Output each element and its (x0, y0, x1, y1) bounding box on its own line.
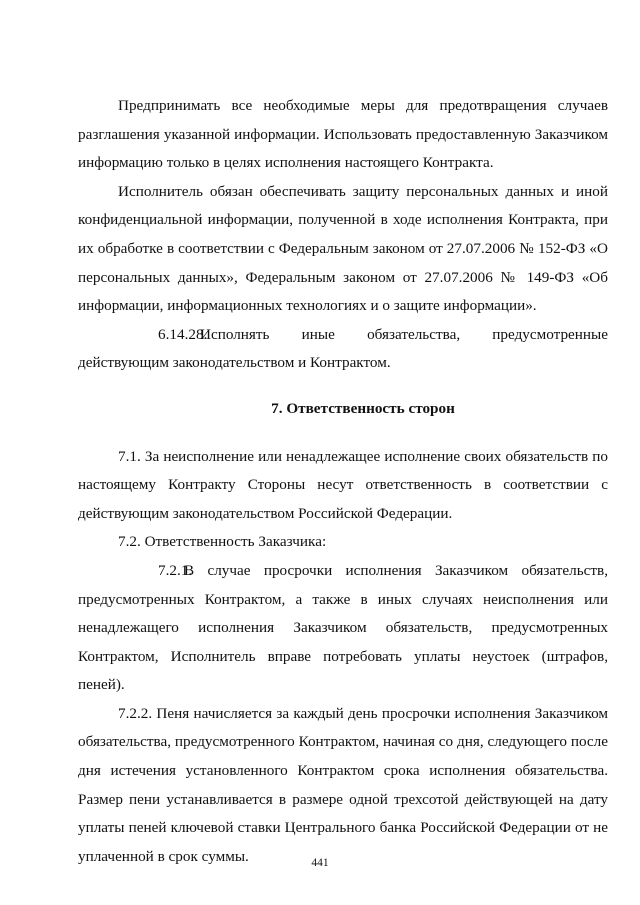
clause-text: Исполнять иные обязательства, предусмотренные действующим законодательством и Контрактом. (78, 325, 608, 372)
clause-6-14-28 (78, 321, 608, 378)
paragraph-personal-data-protection: Исполнитель обязан обеспечивать защиту персональных данных и иной конфиденциальной информации, полученной в ходе исполнения Контракта, при их обработке в соответствии с Федеральным законом от 27.07.2006 № 152-ФЗ «О персональных данных», Федеральным законом от 27.07.2006 № 149-ФЗ «Об информации, информационных технологиях и о защите информации». (78, 182, 608, 315)
clause-number: 7.2.1. (158, 561, 193, 579)
section-heading: 7. Ответственность сторон (271, 399, 455, 417)
clause-text: В случае просрочки исполнения Заказчиком обязательств, предусмотренных Контрактом, а также в иных случаях неисполнения или ненадлежащего исполнения Заказчиком обязательств, предусмотренных Контрактом, Исполнитель вправе потребовать уплаты неустоек (штрафов, пеней). (78, 561, 608, 694)
paragraph-confidentiality-measures: Предпринимать все необходимые меры для предотвращения случаев разглашения указанной информации. Использовать предоставленную Заказчиком информацию только в целях исполнения настоящего Контракта. (78, 97, 608, 172)
clause-number: 6.14.28. (158, 325, 208, 343)
page-number: 441 (311, 857, 329, 869)
document-body (78, 92, 608, 871)
clause-7-2-2: 7.2.2. Пеня начисляется за каждый день просрочки исполнения Заказчиком обязательства, предусмотренного Контрактом, начиная со дня, следующего после дня истечения установленного Контрактом срока исполнения обязательства. Размер пени устанавливается в размере одной трехсотой действующей на дату уплаты пеней ключевой ставки Центрального банка Российской Федерации от не уплаченной в срок суммы. (78, 704, 608, 865)
clause-7-2-1 (78, 557, 608, 700)
clause-7-1: 7.1. За неисполнение или ненадлежащее исполнение своих обязательств по настоящему Контракту Стороны несут ответственность в соответствии с действующим законодательством Российской Федерации. (78, 447, 608, 522)
clause-7-2: 7.2. Ответственность Заказчика: (118, 533, 327, 551)
